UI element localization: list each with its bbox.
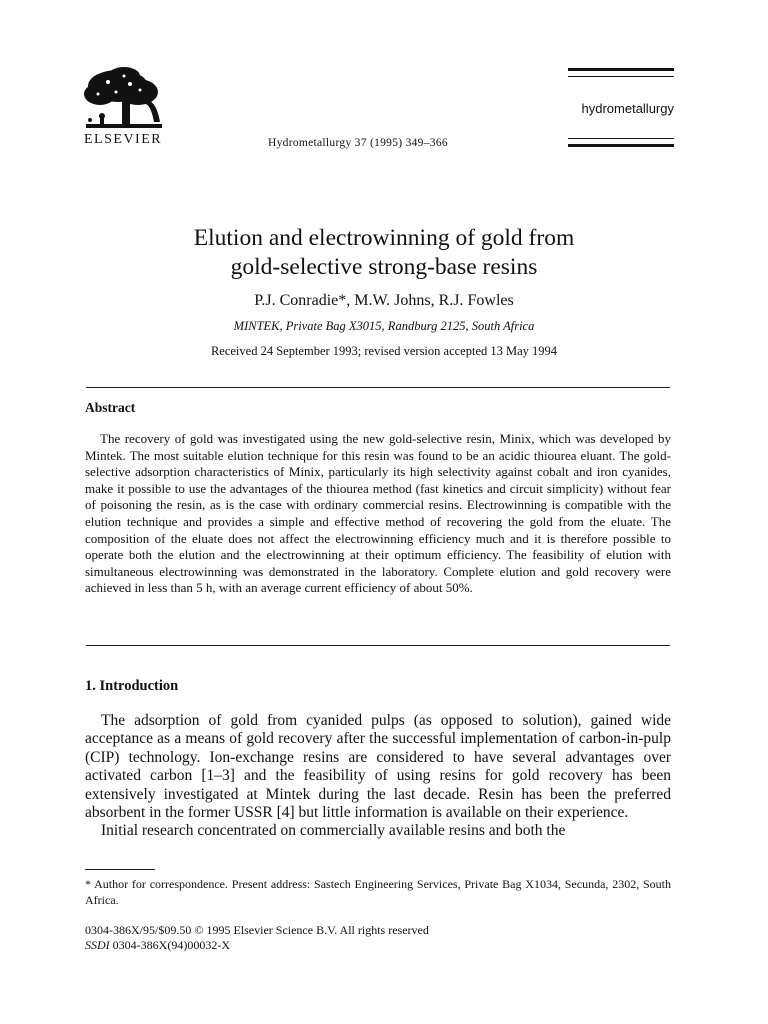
copyright-line: 0304-386X/95/$09.50 © 1995 Elsevier Science B.V. All rights reserved xyxy=(85,923,429,937)
footnote-rule xyxy=(85,869,155,870)
journal-citation: Hydrometallurgy 37 (1995) 349–366 xyxy=(268,137,448,149)
divider-top xyxy=(86,387,670,388)
ssdi-line xyxy=(85,938,429,953)
header-rule-top-2 xyxy=(568,76,674,77)
abstract-text: The recovery of gold was investigated using the new gold-selective resin, Minix, which was developed by Mintek. The most suitable elution technique for this resin was found to be an acidic thiourea eluant. The gold-selective adsorption characteristics of Minix, particularly its high selectivity against cobalt and iron cyanides, make it possible to use the advantages of the thiourea method (fast kinetics and circuit simplicity) without fear of poisoning the resin, as is the case with ordinary commercial resins. Electrowinning is compatible with the elution technique and provides a simple and effective method of recovering the gold from the eluate. The composition of the eluate does not affect the electrowinning efficiency much and it is therefore possible to operate both the elution and the electrowinning at their optimum efficiency. The feasibility of elution with simultaneous electrowinning was demonstrated in the laboratory. Complete elution and gold recovery were achieved in less than 5 h, with an average current efficiency of about 50%. xyxy=(85,431,671,596)
affiliation: MINTEK, Private Bag X3015, Randburg 2125, South Africa xyxy=(233,319,535,333)
ssdi-label: SSDI xyxy=(85,938,110,952)
journal-brand: hydrometallurgy xyxy=(581,101,674,116)
divider-bottom xyxy=(86,645,670,646)
introduction-body xyxy=(85,712,671,841)
title-line-1: Elution and electrowinning of gold from xyxy=(193,225,575,251)
publisher-wordmark: ELSEVIER xyxy=(84,132,163,147)
title-line-2: gold-selective strong-base resins xyxy=(230,254,538,280)
header-rule-bottom-2 xyxy=(568,144,674,147)
introduction-paragraph-2: Initial research concentrated on commercially available resins and both the xyxy=(101,822,566,840)
introduction-heading: 1. Introduction xyxy=(85,678,179,694)
authors: P.J. Conradie*, M.W. Johns, R.J. Fowles xyxy=(254,292,514,309)
header-rule-top-1 xyxy=(568,68,674,71)
header-rule-bottom-1 xyxy=(568,138,674,139)
received-dates: Received 24 September 1993; revised version accepted 13 May 1994 xyxy=(210,344,558,358)
article-title xyxy=(100,224,668,282)
ssdi-value: 0304-386X(94)00032-X xyxy=(112,938,230,952)
introduction-paragraph-1: The adsorption of gold from cyanided pulps (as opposed to solution), gained wide acceptance as a means of gold recovery after the successful implementation of carbon-in-pulp (CIP) technology. Ion-exchange resins are considered to have several advantages over activated carbon [1–3] and the feasibility of using resins for gold recovery has been extensively investigated at Mintek during the last decade. Resin has been the preferred absorbent in the former USSR [4] but little information is available on their experience. xyxy=(85,712,671,822)
abstract-heading: Abstract xyxy=(85,400,136,415)
copyright-block xyxy=(85,923,429,953)
footnote: * Author for correspondence. Present address: Sastech Engineering Services, Private Bag X1034, Secunda, 2302, South Africa. xyxy=(85,877,671,907)
